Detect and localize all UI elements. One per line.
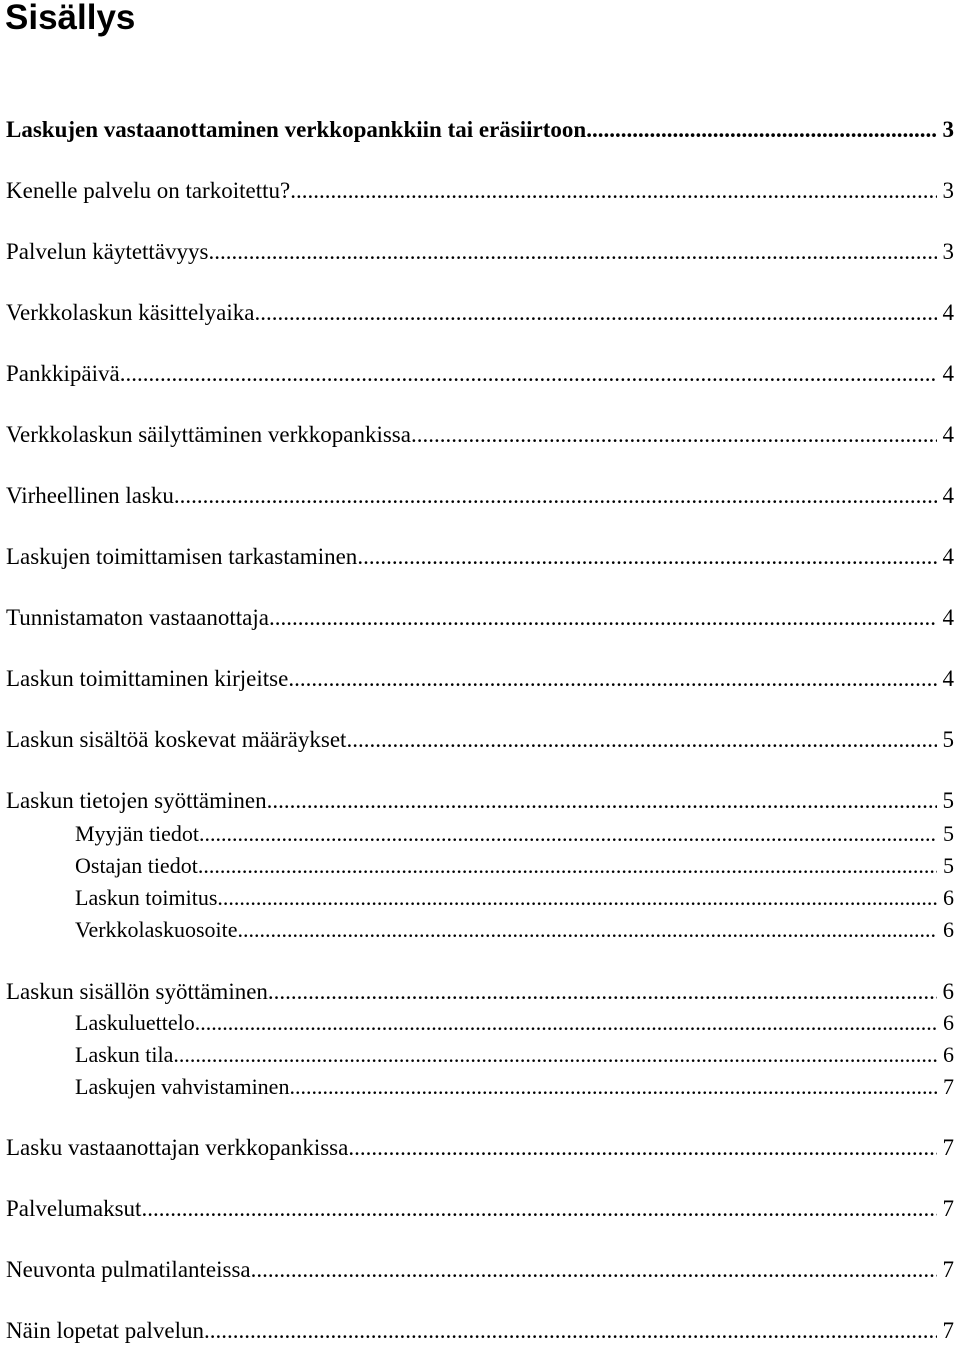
dot-leader	[173, 1040, 937, 1070]
toc-entry-page: 5	[942, 788, 954, 813]
toc-entry-page: 7	[942, 1135, 954, 1160]
dot-leader	[198, 851, 937, 881]
toc-entry-page: 5	[942, 727, 954, 752]
dot-leader	[346, 725, 936, 755]
toc-subentry[interactable]	[75, 1072, 954, 1102]
toc-entry-title: Ostajan tiedot	[75, 853, 198, 878]
dot-leader	[174, 481, 937, 511]
toc-entry[interactable]	[6, 1133, 954, 1163]
toc-entry-page: 7	[942, 1196, 954, 1221]
dot-leader	[120, 359, 937, 389]
toc-entry-title: Neuvonta pulmatilanteissa	[6, 1257, 251, 1282]
dot-leader	[269, 603, 937, 633]
toc-entry[interactable]	[6, 1194, 954, 1224]
toc-entry[interactable]	[6, 420, 954, 450]
toc-entry-title: Näin lopetat palvelun	[6, 1318, 204, 1343]
toc-subentry[interactable]	[75, 851, 954, 881]
toc-entry-title: Laskun sisältöä koskevat määräykset	[6, 727, 347, 752]
toc-entry-page: 4	[942, 666, 954, 691]
toc-entry-page: 4	[942, 605, 954, 630]
dot-leader	[238, 915, 937, 945]
toc-entry-page: 6	[943, 1042, 954, 1067]
toc-entry-title: Verkkolaskun säilyttäminen verkkopankissa	[6, 422, 411, 447]
toc-entry-page: 7	[942, 1318, 954, 1343]
toc-entry[interactable]	[6, 603, 954, 633]
dot-leader	[357, 542, 936, 572]
toc-entry[interactable]	[6, 1255, 954, 1285]
toc-entry-title: Kenelle palvelu on tarkoitettu?	[6, 178, 291, 203]
dot-leader	[267, 786, 937, 816]
dot-leader	[217, 883, 937, 913]
toc-entry-title: Laskun toimittaminen kirjeitse	[6, 666, 289, 691]
toc-entry-page: 6	[943, 917, 954, 942]
toc-subentry[interactable]	[75, 1040, 954, 1070]
toc-entry-page: 4	[942, 361, 954, 386]
toc-entry[interactable]	[6, 115, 954, 145]
toc-entry-title: Laskun toimitus	[75, 885, 218, 910]
dot-leader	[209, 237, 937, 267]
toc-entry-page: 6	[942, 979, 954, 1004]
dot-leader	[141, 1194, 936, 1224]
toc-entry-title: Laskujen vastaanottaminen verkkopankkiin tai eräsiirtoon	[6, 117, 587, 142]
dot-leader	[289, 1072, 937, 1102]
toc-entry-title: Laskujen vahvistaminen	[75, 1074, 290, 1099]
toc-entry[interactable]	[6, 725, 954, 755]
toc-entry-title: Virheellinen lasku	[6, 483, 174, 508]
toc-entry-title: Verkkolaskun käsittelyaika	[6, 300, 255, 325]
toc-entry-title: Myyjän tiedot	[75, 821, 200, 846]
toc-entry-title: Laskun sisällön syöttäminen	[6, 979, 268, 1004]
toc-entry-title: Laskun tila	[75, 1042, 174, 1067]
toc-entry-page: 4	[942, 422, 954, 447]
toc-entry[interactable]	[6, 542, 954, 572]
dot-leader	[199, 819, 937, 849]
toc-entry-title: Laskujen toimittamisen tarkastaminen	[6, 544, 358, 569]
dot-leader	[288, 664, 936, 694]
toc-subentry[interactable]	[75, 1008, 954, 1038]
toc-entry-title: Laskuluettelo	[75, 1010, 195, 1035]
dot-leader	[254, 298, 936, 328]
toc-entry-page: 3	[942, 239, 954, 264]
toc-entry-page: 4	[942, 544, 954, 569]
toc-entry-page: 6	[943, 1010, 954, 1035]
dot-leader	[251, 1255, 937, 1285]
page-title: Sisällys	[5, 0, 136, 37]
toc-entry[interactable]	[6, 977, 954, 1007]
toc-entry-page: 5	[943, 853, 954, 878]
dot-leader	[348, 1133, 936, 1163]
toc-entry-title: Verkkolaskuosoite	[75, 917, 238, 942]
toc-entry-page: 3	[942, 178, 954, 203]
toc-subentry[interactable]	[75, 883, 954, 913]
toc-entry[interactable]	[6, 664, 954, 694]
dot-leader	[195, 1008, 937, 1038]
toc-entry-title: Lasku vastaanottajan verkkopankissa	[6, 1135, 349, 1160]
toc-entry-page: 5	[943, 821, 954, 846]
toc-entry[interactable]	[6, 786, 954, 816]
toc-entry-title: Laskun tietojen syöttäminen	[6, 788, 267, 813]
toc-entry-page: 6	[943, 885, 954, 910]
toc-entry[interactable]	[6, 176, 954, 206]
toc-entry-title: Palvelumaksut	[6, 1196, 142, 1221]
dot-leader	[268, 977, 937, 1007]
toc-entry[interactable]	[6, 481, 954, 511]
dot-leader	[586, 115, 936, 145]
toc-entry-page: 3	[942, 117, 954, 142]
toc-subentry[interactable]	[75, 915, 954, 945]
toc-entry[interactable]	[6, 359, 954, 389]
toc-entry-title: Pankkipäivä	[6, 361, 120, 386]
dot-leader	[290, 176, 936, 206]
toc-entry[interactable]	[6, 298, 954, 328]
toc-entry[interactable]	[6, 1316, 954, 1346]
toc-entry-title: Tunnistamaton vastaanottaja	[6, 605, 269, 630]
toc-entry-page: 4	[942, 300, 954, 325]
dot-leader	[411, 420, 937, 450]
dot-leader	[204, 1316, 937, 1346]
toc-subentry[interactable]	[75, 819, 954, 849]
toc-entry-page: 7	[942, 1257, 954, 1282]
toc-entry-title: Palvelun käytettävyys	[6, 239, 209, 264]
toc-entry-page: 4	[942, 483, 954, 508]
toc-entry[interactable]	[6, 237, 954, 267]
toc-entry-page: 7	[943, 1074, 954, 1099]
